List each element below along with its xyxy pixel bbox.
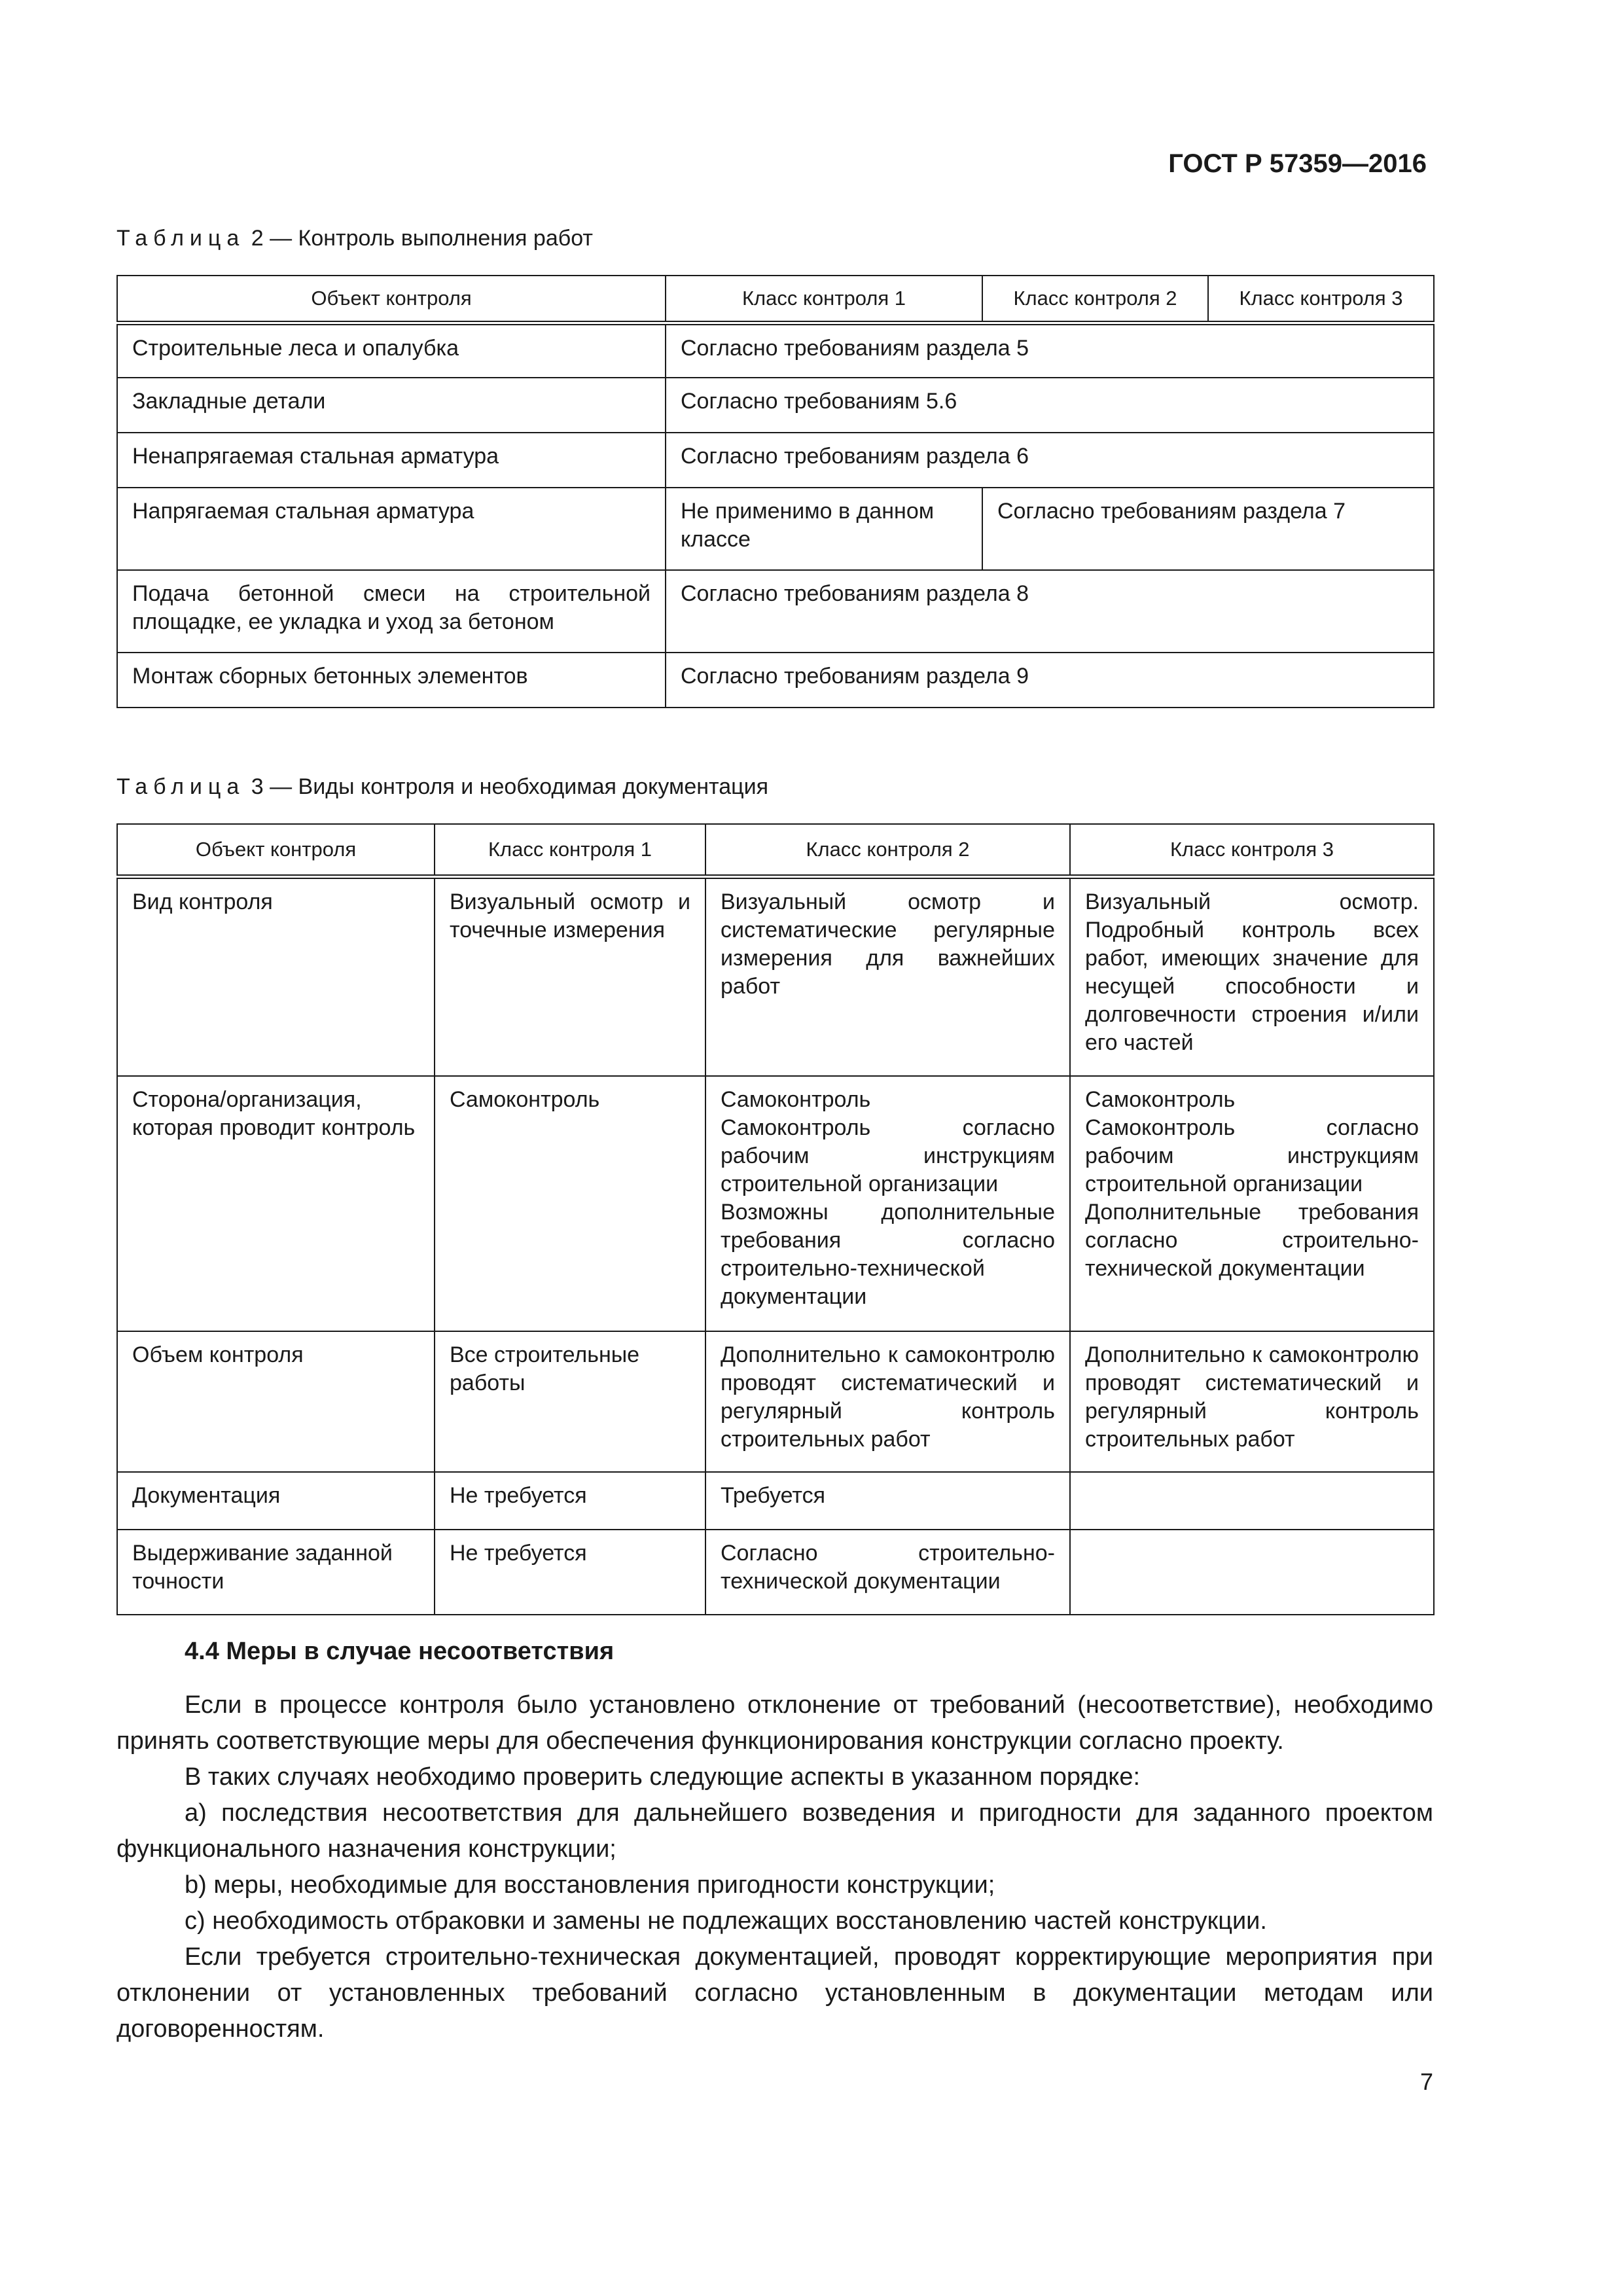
table2-caption <box>116 226 593 251</box>
cell-text: Согласно строительно-технической документации <box>721 1541 1055 1594</box>
table3-class3-cell <box>1070 1076 1434 1331</box>
cell-text: Дополнительно к самоконтролю проводят систематический и регулярный контроль строительных работ <box>1085 1342 1419 1452</box>
table-row <box>117 1472 1434 1530</box>
table2-header-cell: Класс контроля 2 <box>982 276 1208 323</box>
table3-class3-cell <box>1070 1530 1434 1615</box>
table3-class1-cell: Все строительные работы <box>435 1331 705 1472</box>
paragraph: Если в процессе контроля было установлено отклонение от требований (несоответствие), необходимо принять соответствующие меры для обеспечения функционирования конструкции согласно проекту. <box>116 1691 1433 1755</box>
list-item: a) последствия несоответствия для дальнейшего возведения и пригодности для заданного проектом функционального назначения конструкции; <box>116 1799 1433 1863</box>
table2-header-cell: Класс контроля 3 <box>1208 276 1434 323</box>
cell-line: Самоконтроль <box>721 1087 871 1112</box>
cell-line: Самоконтроль согласно рабочим инструкциям строительной организации <box>1085 1115 1419 1196</box>
table3-class1-cell: Самоконтроль <box>435 1076 705 1331</box>
table3-header-cell: Класс контроля 3 <box>1070 824 1434 876</box>
page-number: 7 <box>1419 2068 1433 2095</box>
standard-code: ГОСТ Р 57359—2016 <box>1168 149 1427 178</box>
table2-object-cell: Напрягаемая стальная арматура <box>117 488 666 570</box>
cell-line: Возможны дополнительные требования согласно строительно-технической документации <box>721 1200 1055 1309</box>
table-row <box>117 570 1434 653</box>
table-row <box>117 1331 1434 1472</box>
table2-class23-cell: Согласно требованиям раздела 7 <box>982 488 1434 570</box>
table3-class1-cell: Не требуется <box>435 1530 705 1615</box>
table3-class2-cell <box>705 1530 1070 1615</box>
table2-header-cell: Объект контроля <box>117 276 666 323</box>
list-item: c) необходимость отбраковки и замены не подлежащих восстановлению частей конструкции. <box>185 1907 1267 1935</box>
table3-class3-cell <box>1070 1331 1434 1472</box>
table2-value-cell: Согласно требованиям 5.6 <box>666 378 1434 433</box>
table3-class3-cell <box>1070 1472 1434 1530</box>
table3-object-cell: Объем контроля <box>117 1331 435 1472</box>
table-row <box>117 1076 1434 1331</box>
table3-class3-cell <box>1070 876 1434 1076</box>
table3-class1-cell <box>435 876 705 1076</box>
cell-text: Визуальный осмотр и систематические регулярные измерения для важнейших работ <box>721 889 1055 999</box>
table-row <box>117 323 1434 378</box>
table2-value-cell: Согласно требованиям раздела 5 <box>666 323 1434 378</box>
table2-caption-text: 2 — Контроль выполнения работ <box>245 226 593 251</box>
table3-object-cell: Документация <box>117 1472 435 1530</box>
section-body <box>116 1687 1433 2047</box>
table3-header-cell: Класс контроля 2 <box>705 824 1070 876</box>
table3-caption-text: 3 — Виды контроля и необходимая документация <box>245 774 769 799</box>
list-item: b) меры, необходимые для восстановления пригодности конструкции; <box>185 1871 995 1899</box>
table3-header-cell: Объект контроля <box>117 824 435 876</box>
table3-object-cell: Выдерживание заданной точности <box>117 1530 435 1615</box>
paragraph: Если требуется строительно-техническая документацией, проводят корректирующие мероприятия при отклонении от установленных требований согласно установленным в документации методам или договоренностям. <box>116 1943 1433 2043</box>
table2-value-cell: Согласно требованиям раздела 8 <box>666 570 1434 653</box>
table-row <box>117 488 1434 570</box>
table2-object-cell: Строительные леса и опалубка <box>117 323 666 378</box>
table3-object-cell: Вид контроля <box>117 876 435 1076</box>
table-row <box>117 1530 1434 1615</box>
table-row <box>117 653 1434 708</box>
table3-header-row <box>117 824 1434 876</box>
table3-class2-cell <box>705 1076 1070 1331</box>
table2-object-cell: Монтаж сборных бетонных элементов <box>117 653 666 708</box>
table2-class1-cell: Не применимо в данном классе <box>666 488 982 570</box>
table2-value-cell: Согласно требованиям раздела 9 <box>666 653 1434 708</box>
table3-caption <box>116 774 768 800</box>
table2 <box>116 275 1435 708</box>
table2-object-cell: Закладные детали <box>117 378 666 433</box>
cell-line: Самоконтроль согласно рабочим инструкциям строительной организации <box>721 1115 1055 1196</box>
table2-object-cell <box>117 570 666 653</box>
table2-object-text: Подача бетонной смеси на строительной площадке, ее укладка и уход за бетоном <box>132 581 651 634</box>
table3-class2-cell <box>705 876 1070 1076</box>
paragraph: В таких случаях необходимо проверить следующие аспекты в указанном порядке: <box>185 1763 1141 1791</box>
table3-header-cell: Класс контроля 1 <box>435 824 705 876</box>
table-row <box>117 433 1434 488</box>
table2-header-row <box>117 276 1434 323</box>
cell-text: Визуальный осмотр и точечные измерения <box>450 889 690 942</box>
section-heading: 4.4 Меры в случае несоответствия <box>185 1638 615 1665</box>
table3-class1-cell: Не требуется <box>435 1472 705 1530</box>
table3-caption-prefix: Таблица <box>116 774 245 799</box>
table2-caption-prefix: Таблица <box>116 226 245 251</box>
cell-text: Визуальный осмотр. Подробный контроль всех работ, имеющих значение для несущей способности и долговечности строения и/или его частей <box>1085 889 1419 1055</box>
table-row <box>117 876 1434 1076</box>
cell-text: Дополнительно к самоконтролю проводят систематический и регулярный контроль строительных работ <box>721 1342 1055 1452</box>
cell-line: Дополнительные требования согласно строительно-технической документации <box>1085 1200 1419 1281</box>
table3-object-cell: Сторона/организация, которая проводит контроль <box>117 1076 435 1331</box>
cell-line: Самоконтроль <box>1085 1087 1236 1112</box>
table2-value-cell: Согласно требованиям раздела 6 <box>666 433 1434 488</box>
table-row <box>117 378 1434 433</box>
table3-class2-cell: Требуется <box>705 1472 1070 1530</box>
table2-object-cell: Ненапрягаемая стальная арматура <box>117 433 666 488</box>
table2-header-cell: Класс контроля 1 <box>666 276 982 323</box>
table3 <box>116 823 1435 1615</box>
table3-class2-cell <box>705 1331 1070 1472</box>
